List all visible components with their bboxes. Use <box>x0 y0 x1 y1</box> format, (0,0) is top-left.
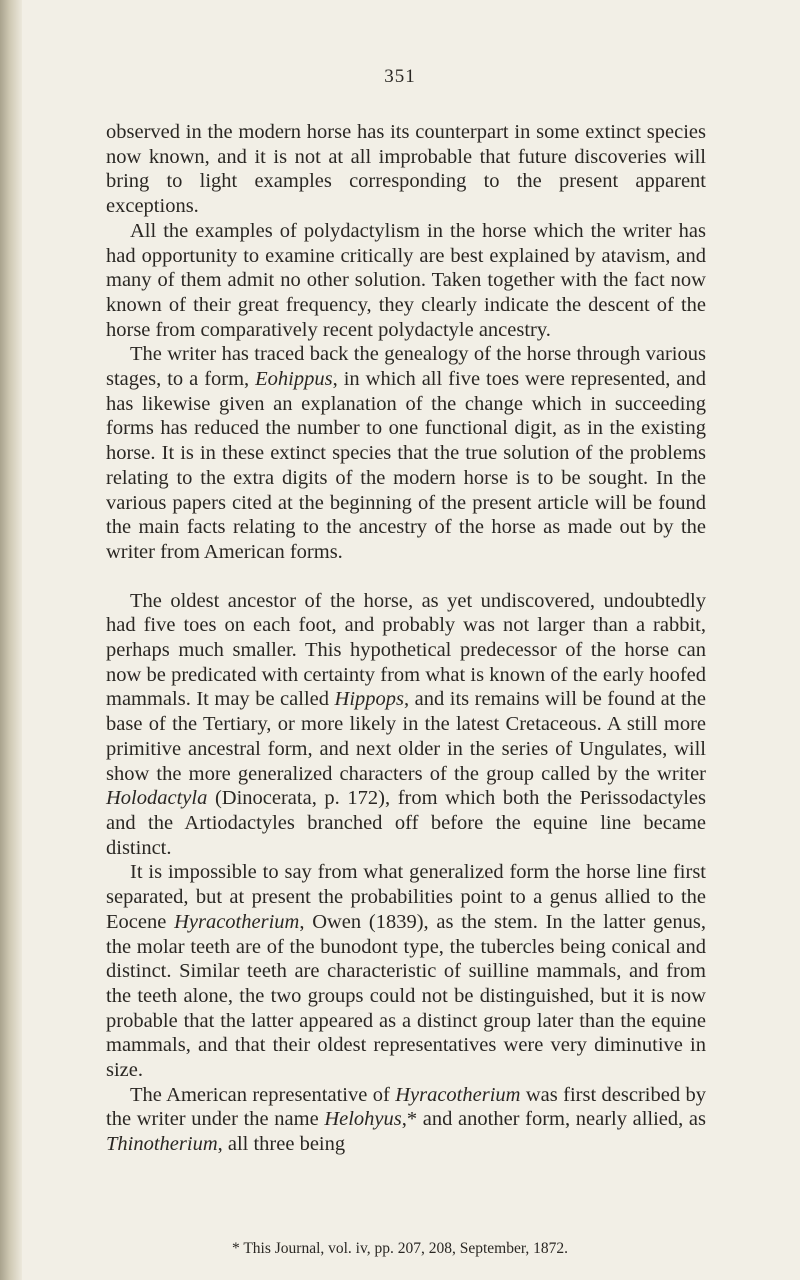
italic-term: Eohippus <box>255 368 333 391</box>
paragraph-genealogy <box>106 342 706 564</box>
body-text <box>106 120 706 1157</box>
footnote: * This Journal, vol. iv, pp. 207, 208, September, 1872. <box>231 1240 569 1257</box>
text-run: The oldest ancestor of the horse, as yet undiscovered, undoubtedly had five toes on each foot, and probably was not larger than a rabbit, perhaps much smaller. This hypothetical predecessor of the horse can now be predicated with certainty from what is known of the early hoofed mammals. It may be called <box>106 589 706 711</box>
italic-term: Thinotherium <box>106 1133 218 1156</box>
text-run: , all three being <box>217 1133 346 1156</box>
paragraph-continued <box>106 120 706 219</box>
italic-term: Helohyus <box>324 1108 402 1131</box>
text-run: ,* and another form, nearly allied, as <box>401 1108 707 1131</box>
italic-term: Hippops <box>334 688 404 711</box>
text-run: , and its remains will be found at the base of the Tertiary, or more likely in the latest Cretaceous. A still more primitive ancestral form, and next older in the series of Ungulates, will show the more generalized characters of the group called by the writer <box>106 688 706 785</box>
italic-term: Hyracotherium <box>395 1083 521 1106</box>
text-run: It is impossible to say from what generalized form the horse line first separated, but at present the probabilities point to a genus allied to the Eocene <box>106 861 706 933</box>
page-edge-shadow <box>0 0 22 1280</box>
text-run: observed in the modern horse has its counterpart in some extinct species now known, and it is not at all improbable that future discoveries will bring to light examples corresponding to the present apparent exceptions. <box>106 121 706 218</box>
text-run: , in which all five toes were represented, and has likewise given an explanation of the change which in succeeding forms has reduced the number to one functional digit, as in the existing horse. It is in these extinct species that the true solution of the problems relating to the extra digits of the modern horse is to be sought. In the various papers cited at the beginning of the present article will be found the main facts relating to the ancestry of the horse as made out by the writer from American forms. <box>106 368 706 563</box>
paragraph-oldest-ancestor <box>106 589 706 861</box>
text-run: All the examples of polydactylism in the horse which the writer has had opportunity to examine critically are best explained by atavism, and many of them admit no other solution. Taken together with the fact now known of their great frequency, they clearly indicate the descent of the horse from comparatively recent polydactyle ancestry. <box>106 219 706 341</box>
paragraph-american-representative <box>106 1083 706 1157</box>
page-number: 351 <box>384 66 416 87</box>
text-run: The American representative of <box>130 1083 396 1106</box>
paragraph-generalized-form <box>106 860 706 1082</box>
text-run: , Owen (1839), as the stem. In the latter genus, the molar teeth are of the bunodont type, the tubercles being conical and distinct. Similar teeth are characteristic of suilline mammals, and from the teeth alone, the two groups could not be distinguished, but it is now probable that the latter appeared as a distinct group later than the equine mammals, and that their oldest representatives were very diminutive in size. <box>106 910 706 1082</box>
text-run: The writer has traced back the genealogy of the horse through various stages, to a form, <box>106 343 706 391</box>
paragraph-polydactylism <box>106 219 706 343</box>
text-run: (Dinocerata, p. 172), from which both the Perissodactyles and the Artiodactyles branched off before the equine line became distinct. <box>106 787 706 859</box>
italic-term: Holodactyla <box>106 787 208 810</box>
text-run: was first described by the writer under the name <box>106 1083 706 1131</box>
italic-term: Hyracotherium <box>174 910 300 933</box>
